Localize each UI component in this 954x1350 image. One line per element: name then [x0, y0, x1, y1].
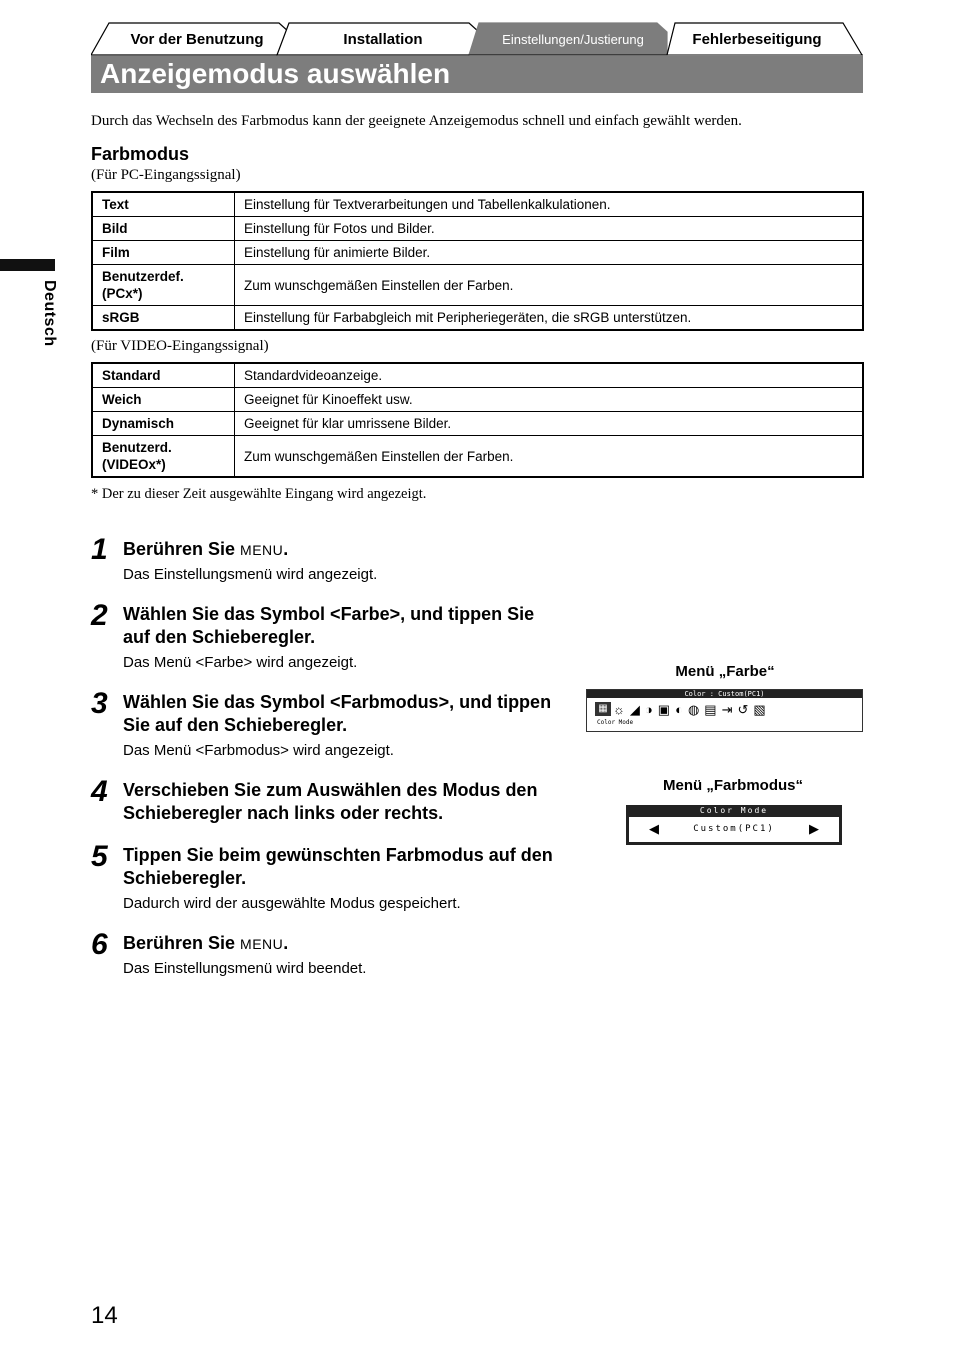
- saturation-icon: ◍: [687, 702, 705, 717]
- video-modes-table: [91, 362, 864, 478]
- color-mode-icon: ▦: [595, 702, 611, 716]
- step-title-suffix: .: [283, 933, 289, 953]
- table-row: [92, 306, 863, 331]
- step-number: 3: [91, 687, 108, 720]
- osd-header: Color Mode: [699, 806, 769, 815]
- table-row: [92, 192, 863, 217]
- table-row: [92, 217, 863, 241]
- right-arrow-icon[interactable]: ▶: [809, 821, 819, 836]
- side-marker: [0, 259, 55, 271]
- pc-modes-table: [91, 191, 864, 331]
- step-number: 4: [91, 775, 108, 808]
- step-desc: Dadurch wird der ausgewählte Modus gespeichert.: [123, 895, 461, 912]
- step-number: 5: [91, 840, 108, 873]
- table-row: [92, 241, 863, 265]
- osd-label: Color Mode: [597, 719, 634, 726]
- table-row: [92, 388, 863, 412]
- page-number: 14: [91, 1302, 118, 1329]
- table-row: [92, 436, 863, 478]
- advanced-icon: ▧: [753, 702, 771, 717]
- osd-value-box: [629, 817, 839, 842]
- mode-desc: Einstellung für Fotos und Bilder.: [235, 217, 864, 241]
- table-row: [92, 363, 863, 388]
- contrast-icon: ◢: [629, 702, 645, 717]
- tab-installation[interactable]: Installation: [343, 31, 423, 48]
- title-bar: [91, 56, 863, 93]
- mode-name: Benutzerdef. (PCx*): [92, 265, 235, 306]
- menu-key: MENU: [240, 936, 284, 952]
- step-title: Wählen Sie das Symbol <Farbe>, und tippen Sie auf den Schieberegler.: [123, 604, 535, 647]
- step-title: Verschieben Sie zum Auswählen des Modus den Schieberegler nach links oder rechts.: [123, 780, 538, 823]
- osd-value: Custom(PC1): [693, 824, 775, 834]
- gain-icon: ⇥: [721, 702, 738, 717]
- tab-einstellungen-justierung[interactable]: Einstellungen/Justierung: [502, 32, 644, 47]
- menu-key: MENU: [240, 542, 284, 558]
- tab-vor-der-benutzung[interactable]: Vor der Benutzung: [130, 31, 264, 48]
- step-desc: Das Einstellungsmenü wird beendet.: [123, 960, 367, 977]
- brightness-icon: ☼: [613, 702, 630, 717]
- black-level-icon: ▤: [704, 702, 722, 717]
- step-desc: Das Einstellungsmenü wird angezeigt.: [123, 566, 378, 583]
- left-arrow-icon[interactable]: ◀: [649, 821, 659, 836]
- mode-name: Benutzerd. (VIDEOx*): [92, 436, 235, 478]
- step-title: Wählen Sie das Symbol <Farbmodus>, und tippen Sie auf den Schieberegler.: [123, 692, 552, 735]
- mode-desc: Zum wunschgemäßen Einstellen der Farben.: [235, 265, 864, 306]
- step-title-text: Berühren Sie: [123, 539, 241, 559]
- farbmodus-heading: Farbmodus: [91, 144, 190, 164]
- mode-name: Dynamisch: [92, 412, 235, 436]
- osd-icon-row: [613, 702, 771, 718]
- step-title-text: Berühren Sie: [123, 933, 241, 953]
- video-caption: (Für VIDEO-Eingangssignal): [91, 338, 269, 354]
- menu-farbmodus-caption: Menü „Farbmodus“: [662, 777, 803, 794]
- menu-farbmodus-osd: [626, 805, 842, 845]
- intro-text: Durch das Wechseln des Farbmodus kann der geeignete Anzeigemodus schnell und einfach gewählt werden.: [91, 113, 742, 129]
- menu-farbe-caption: Menü „Farbe“: [675, 663, 775, 680]
- page-title: Anzeigemodus auswählen: [100, 58, 451, 89]
- tab-fehlerbeseitigung[interactable]: Fehlerbeseitigung: [692, 31, 822, 48]
- gamma-icon: ▣: [657, 702, 676, 717]
- mode-desc: Geeignet für klar umrissene Bilder.: [235, 412, 864, 436]
- mode-desc: Einstellung für Farbabgleich mit Peripheriegeräten, die sRGB unterstützen.: [235, 306, 864, 331]
- language-label: Deutsch: [41, 280, 58, 347]
- mode-name: Bild: [92, 217, 235, 241]
- mode-name: sRGB: [92, 306, 235, 331]
- step-title: [123, 932, 553, 956]
- reset-icon: ↺: [737, 702, 754, 717]
- table-row: [92, 412, 863, 436]
- step-desc: Das Menü <Farbmodus> wird angezeigt.: [123, 742, 394, 759]
- step-title-suffix: .: [283, 539, 289, 559]
- mode-desc: Standardvideoanzeige.: [235, 363, 864, 388]
- menu-farbe-osd: [586, 689, 863, 732]
- osd-header: Color : Custom(PC1): [587, 690, 862, 698]
- pc-caption: (Für PC-Eingangssignal): [91, 167, 241, 183]
- mode-desc: Zum wunschgemäßen Einstellen der Farben.: [235, 436, 864, 478]
- footnote: * Der zu dieser Zeit ausgewählte Eingang wird angezeigt.: [91, 486, 427, 502]
- step-desc: Das Menü <Farbe> wird angezeigt.: [123, 654, 358, 671]
- mode-desc: Einstellung für animierte Bilder.: [235, 241, 864, 265]
- sharpness-icon: ◑: [644, 702, 658, 717]
- section-tabs: [91, 22, 863, 56]
- mode-name: Text: [92, 192, 235, 217]
- step-number: 6: [91, 928, 108, 961]
- step-number: 1: [91, 533, 108, 566]
- step-title: [123, 538, 553, 562]
- mode-name: Weich: [92, 388, 235, 412]
- mode-desc: Einstellung für Textverarbeitungen und Tabellenkalkulationen.: [235, 192, 864, 217]
- mode-name: Film: [92, 241, 235, 265]
- step-number: 2: [91, 599, 108, 632]
- step-title: Tippen Sie beim gewünschten Farbmodus auf den Schieberegler.: [123, 845, 553, 888]
- mode-name: Standard: [92, 363, 235, 388]
- temperature-icon: ◐: [675, 702, 688, 717]
- mode-desc: Geeignet für Kinoeffekt usw.: [235, 388, 864, 412]
- table-row: [92, 265, 863, 306]
